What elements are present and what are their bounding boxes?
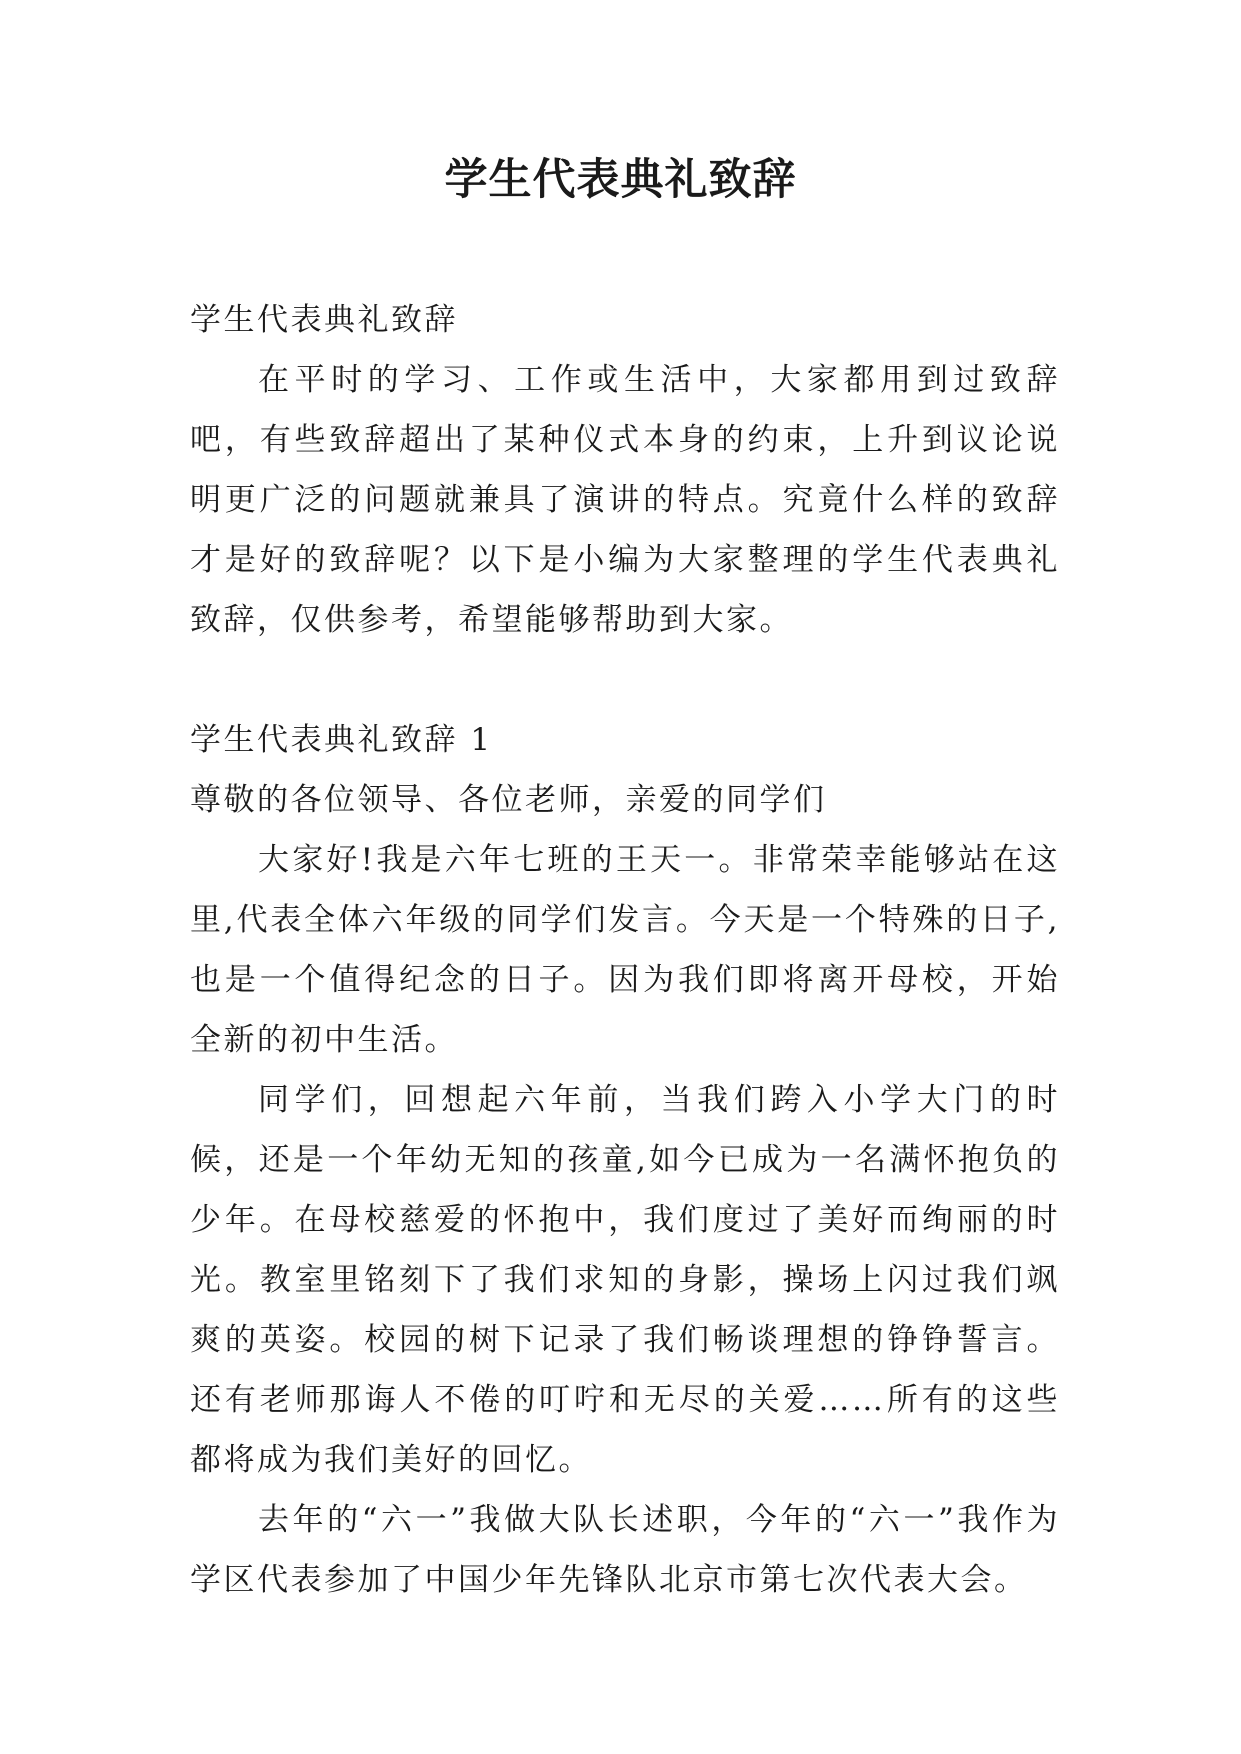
body-paragraph: 同学们，回想起六年前，当我们跨入小学大门的时候，还是一个年幼无知的孩童,如今已成为一名满怀抱负的少年。在母校慈爱的怀抱中，我们度过了美好而绚丽的时光。教室里铭刻下了我们求知的身影，操场上闪过我们飒爽的英姿。校园的树下记录了我们畅谈理想的铮铮誓言。还有老师那诲人不倦的叮咛和无尽的关爱……所有的这些都将成为我们美好的回忆。 <box>190 1082 1060 1478</box>
body-paragraph: 去年的“六一”我做大队长述职，今年的“六一”我作为学区代表参加了中国少年先锋队北京市第七次代表大会。 <box>190 1502 1060 1598</box>
document-title: 学生代表典礼致辞 <box>444 155 797 205</box>
body-paragraph: 大家好!我是六年七班的王天一。非常荣幸能够站在这里,代表全体六年级的同学们发言。今天是一个特殊的日子,也是一个值得纪念的日子。因为我们即将离开母校，开始全新的初中生活。 <box>190 842 1060 1058</box>
section-gap <box>190 650 1060 710</box>
document-body <box>190 290 1060 1610</box>
section-heading: 学生代表典礼致辞 1 <box>190 722 493 758</box>
intro-paragraph: 在平时的学习、工作或生活中，大家都用到过致辞吧，有些致辞超出了某种仪式本身的约束，上升到议论说明更广泛的问题就兼具了演讲的特点。究竟什么样的致辞才是好的致辞呢？以下是小编为大家整理的学生代表典礼致辞，仅供参考，希望能够帮助到大家。 <box>190 362 1060 638</box>
salutation: 尊敬的各位领导、各位老师，亲爱的同学们 <box>190 782 827 818</box>
intro-heading: 学生代表典礼致辞 <box>190 302 458 338</box>
